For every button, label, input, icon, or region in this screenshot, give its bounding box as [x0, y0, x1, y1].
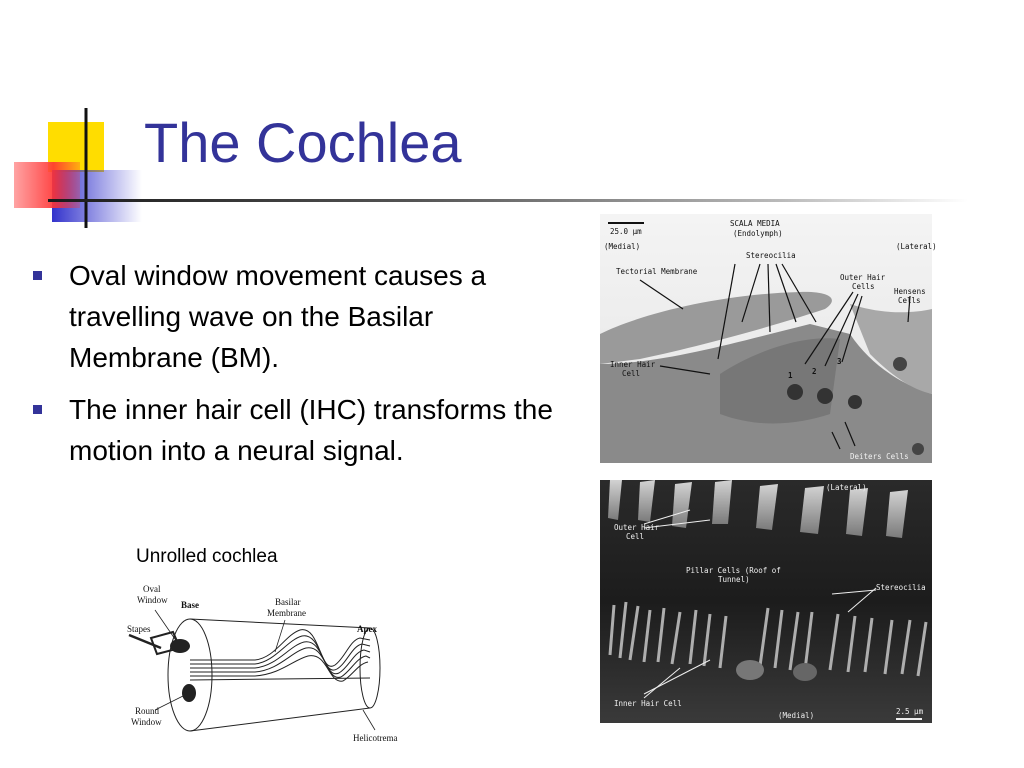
sem-outer-hair-1: Outer Hair [614, 523, 660, 532]
sem-medial-label: (Medial) [778, 711, 815, 720]
tem-number-2: 2 [812, 367, 817, 376]
bullet-square-icon [33, 271, 42, 280]
bullet-item [30, 255, 570, 378]
tem-scala-media-1: SCALA MEDIA [730, 219, 780, 228]
title-underline [48, 199, 968, 202]
sem-inner-hair-label: Inner Hair Cell [614, 699, 682, 708]
sem-pillar-2: Tunnel) [718, 575, 750, 584]
label-basilar-1: Basilar [275, 597, 301, 607]
unrolled-cochlea-diagram [125, 580, 415, 745]
sem-scale-label: 2.5 µm [896, 707, 924, 716]
label-helicotrema: Helicotrema [353, 733, 398, 743]
tem-stereocilia-label: Stereocilia [746, 251, 796, 260]
sem-stereocilia-label: Stereocilia [876, 583, 926, 592]
bullet-square-icon [33, 405, 42, 414]
tem-scale-label: 25.0 µm [610, 227, 642, 236]
tem-hensens-2: Cells [898, 296, 921, 305]
round-window-shape [182, 684, 196, 702]
tem-medial-label: (Medial) [604, 242, 641, 251]
tem-scala-media-2: (Endolymph) [733, 229, 783, 238]
label-oval-window-1: Oval [143, 584, 161, 594]
bullet-item [30, 389, 570, 471]
tem-outer-hair-2: Cells [852, 282, 875, 291]
label-round-window-1: Round [135, 706, 160, 716]
sem-lateral-label: (Lateral) [826, 483, 867, 492]
sem-micrograph [600, 480, 932, 723]
tem-micrograph [600, 214, 937, 463]
slide-logo-decoration [0, 100, 150, 240]
tem-inner-hair-2: Cell [622, 369, 641, 378]
label-stapes: Stapes [127, 624, 151, 634]
tem-number-1: 1 [788, 371, 793, 380]
bullet-list [30, 255, 570, 482]
sem-pillar-1: Pillar Cells (Roof of [686, 566, 781, 575]
bullet-text: Oval window movement causes a travelling wave on the Basilar Membrane (BM). [69, 260, 487, 373]
label-round-window-2: Window [131, 717, 162, 727]
tem-number-3: 3 [837, 357, 842, 366]
label-oval-window-2: Window [137, 595, 168, 605]
tem-lateral-label: (Lateral) [896, 242, 937, 251]
sem-outer-hair-2: Cell [626, 532, 645, 541]
tem-outer-hair-1: Outer Hair [840, 273, 886, 282]
diagram-caption: Unrolled cochlea [136, 546, 278, 567]
label-base: Base [181, 600, 199, 610]
bullet-text: The inner hair cell (IHC) transforms the motion into a neural signal. [69, 394, 553, 466]
label-apex: Apex [357, 624, 377, 634]
tem-hensens-1: Hensens [894, 287, 926, 296]
tem-inner-hair-1: Inner Hair [610, 360, 656, 369]
oval-window-shape [170, 639, 190, 653]
tem-deiters-label: Deiters Cells [850, 452, 909, 461]
label-basilar-2: Membrane [267, 608, 306, 618]
slide-title: The Cochlea [144, 111, 462, 174]
tem-tectorial-label: Tectorial Membrane [616, 267, 698, 276]
